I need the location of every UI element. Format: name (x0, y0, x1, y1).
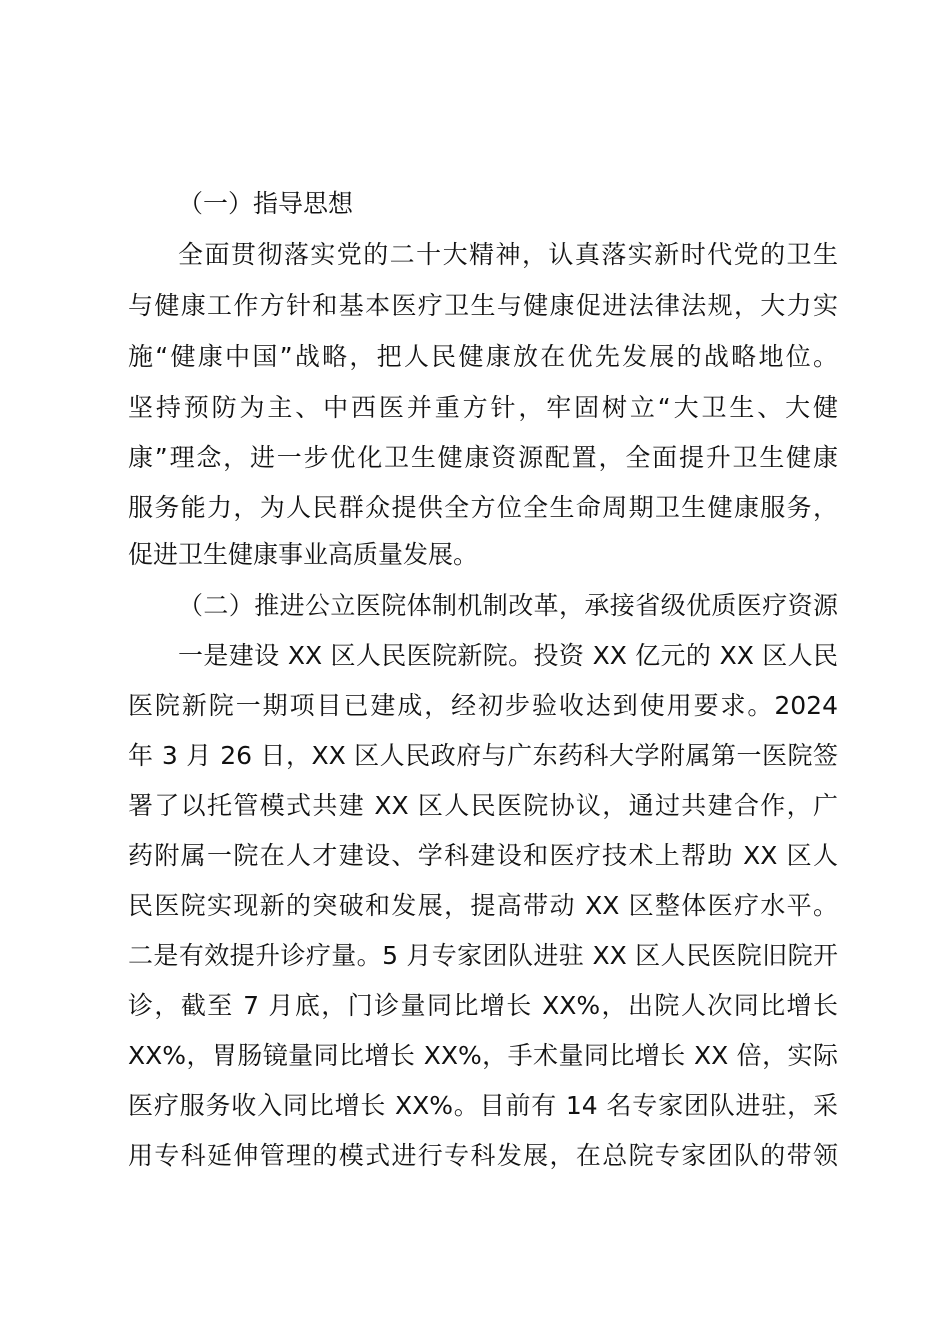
section-heading-hospital-reform: （二）推进公立医院体制机制改革，承接省级优质医疗资源 (178, 591, 838, 620)
paragraph-line: 坚持预防为主、中西医并重方针，牢固树立“大卫生、大健 (128, 393, 838, 422)
paragraph-line: 用专科延伸管理的模式进行专科发展，在总院专家团队的带领 (128, 1141, 838, 1170)
paragraph-line: 医疗服务收入同比增长 XX%。目前有 14 名专家团队进驻，采 (128, 1091, 838, 1120)
paragraph-line: 二是有效提升诊疗量。5 月专家团队进驻 XX 区人民医院旧院开 (128, 941, 838, 970)
paragraph-line: 署了以托管模式共建 XX 区人民医院协议，通过共建合作，广 (128, 791, 838, 820)
section-heading-guiding-ideology: （一）指导思想 (178, 189, 354, 218)
paragraph-line: 民医院实现新的突破和发展，提高带动 XX 区整体医疗水平。 (128, 891, 838, 920)
paragraph-line: 促进卫生健康事业高质量发展。 (128, 540, 479, 569)
paragraph-line: 康”理念，进一步优化卫生健康资源配置，全面提升卫生健康 (128, 443, 838, 472)
paragraph-line: 与健康工作方针和基本医疗卫生与健康促进法律法规，大力实 (128, 291, 838, 320)
paragraph-line: 医院新院一期项目已建成，经初步验收达到使用要求。2024 (128, 691, 838, 720)
paragraph-line: 年 3 月 26 日，XX 区人民政府与广东药科大学附属第一医院签 (128, 741, 838, 770)
paragraph-line: 全面贯彻落实党的二十大精神，认真落实新时代党的卫生 (178, 240, 838, 269)
paragraph-line: 一是建设 XX 区人民医院新院。投资 XX 亿元的 XX 区人民 (178, 641, 838, 670)
paragraph-line: XX%，胃肠镜量同比增长 XX%，手术量同比增长 XX 倍，实际 (128, 1041, 838, 1070)
paragraph-line: 药附属一院在人才建设、学科建设和医疗技术上帮助 XX 区人 (128, 841, 838, 870)
paragraph-line: 服务能力，为人民群众提供全方位全生命周期卫生健康服务， (128, 493, 838, 522)
paragraph-line: 施“健康中国”战略，把人民健康放在优先发展的战略地位。 (128, 342, 838, 371)
paragraph-line: 诊，截至 7 月底，门诊量同比增长 XX%，出院人次同比增长 (128, 991, 838, 1020)
